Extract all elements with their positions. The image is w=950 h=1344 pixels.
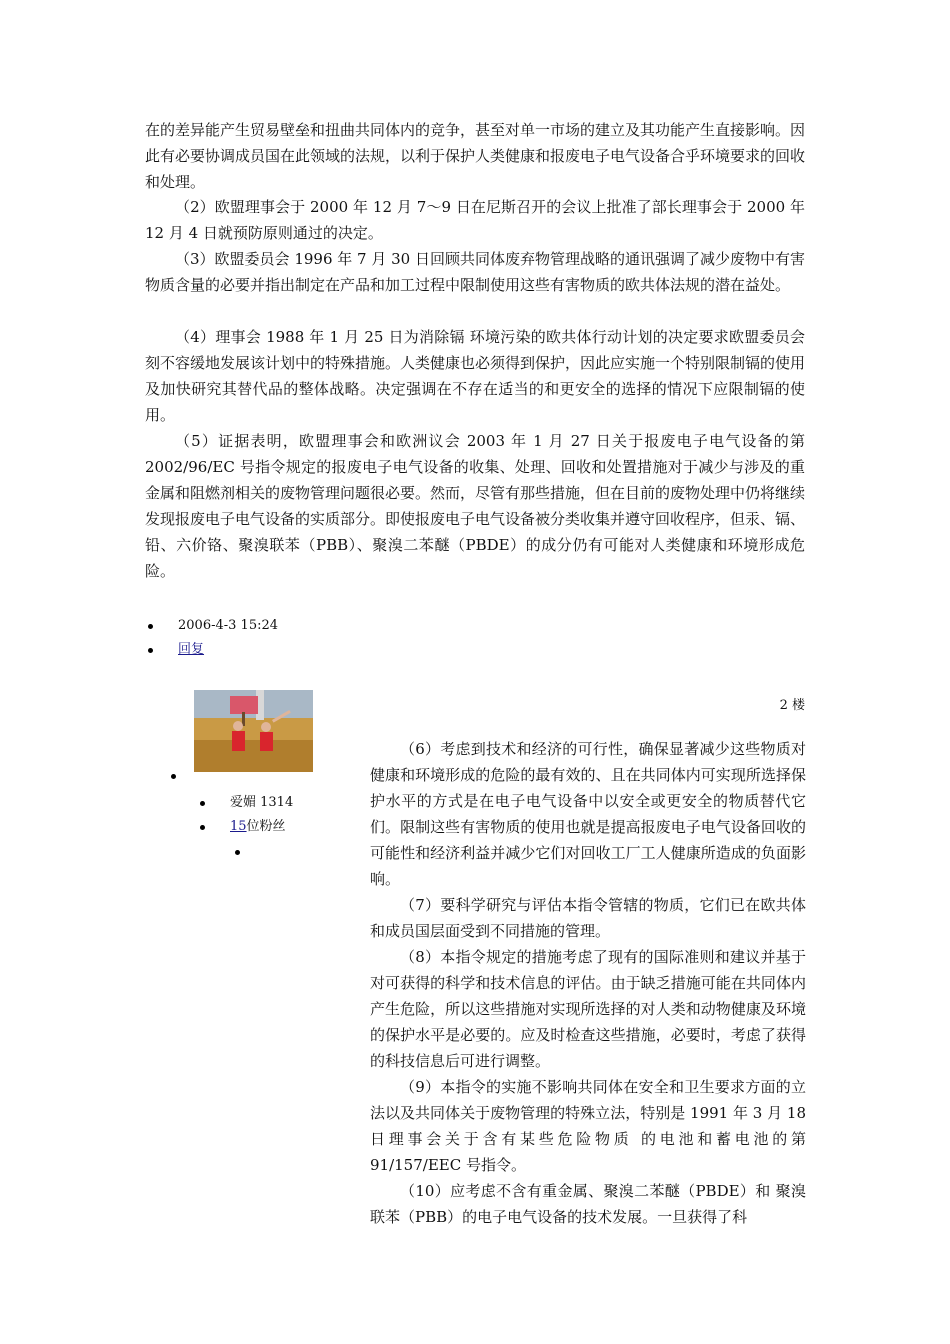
fans-count-link[interactable]: 15	[230, 819, 247, 834]
bullet-icon	[148, 648, 153, 653]
intro-paragraph-5: （5）证据表明，欧盟理事会和欧洲议会 2003 年 1 月 27 日关于报废电子电气设备的第 2002/96/EC 号指令规定的报废电子电气设备的收集、处理、回收和处置措施对于减少与涉及的重金属和阻燃剂相关的废物管理问题很必要。然而，尽管有那些措施，但在目前的废物处理中仍将继续发现报废电子电气设备的实质部分。即使报废电子电气设备被分类收集并遵守回收程序，但汞、镉、铅、六价铬、聚溴联苯（PBB）、聚溴二苯醚（PBDE）的成分仍有可能对人类健康和环境形成危险。	[145, 432, 806, 580]
post-timestamp: 2006-4-3 15:24	[178, 618, 279, 633]
username: 爱媚 1314	[230, 795, 294, 810]
reply-paragraph-7: （7）要科学研究与评估本指令管辖的物质，它们已在欧共体和成员国层面受到不同措施的管理。	[370, 896, 806, 940]
intro-paragraph-continued: 在的差异能产生贸易壁垒和扭曲共同体内的竞争，甚至对单一市场的建立及其功能产生直接影响。因此有必要协调成员国在此领域的法规，以利于保护人类健康和报废电子电气设备合乎环境要求的回收和处理。	[145, 121, 806, 191]
fans-label: 位粉丝	[246, 819, 286, 834]
reply-paragraph-10: （10）应考虑不含有重金属、聚溴二苯醚（PBDE）和 聚溴联苯（PBB）的电子电气设备的技术发展。一旦获得了科	[370, 1182, 806, 1226]
avatar-image	[194, 690, 313, 772]
post-timestamp-item	[148, 614, 278, 638]
bullet-icon	[171, 774, 176, 779]
reply-post-body	[370, 736, 806, 1230]
reply-paragraph-6: （6）考虑到技术和经济的可行性，确保显著减少这些物质对健康和环境形成的危险的最有效的、且在共同体内可实现所选择保护水平的方式是在电子电气设备中以安全或更安全的物质替代它们。限制这些有害物质的使用也就是提高报废电子电气设备回收的可能性和经济利益并减少它们对回收工厂工人健康所造成的负面影响。	[370, 740, 806, 888]
user-info-list	[200, 791, 293, 839]
bullet-icon	[200, 825, 205, 830]
bullet-icon	[200, 801, 205, 806]
reply-paragraph-9: （9）本指令的实施不影响共同体在安全和卫生要求方面的立法以及共同体关于废物管理的特殊立法，特别是 1991 年 3 月 18 日理事会关于含有某些危险物质 的电池和蓄电池的第 91/157/EEC 号指令。	[370, 1078, 806, 1174]
avatar[interactable]	[194, 690, 313, 772]
intro-paragraph-4: （4）理事会 1988 年 1 月 25 日为消除镉 环境污染的欧共体行动计划的决定要求欧盟委员会刻不容缓地发展该计划中的特殊措施。人类健康也必须得到保护，因此应实施一个特别限制镉的使用及加快研究其替代品的整体战略。决定强调在不存在适当的和更安全的选择的情况下应限制镉的使用。	[145, 328, 806, 424]
fans-item[interactable]	[200, 815, 293, 839]
bullet-icon	[148, 624, 153, 629]
floor-number: 2 楼	[779, 698, 805, 713]
username-item	[200, 791, 293, 815]
reply-link[interactable]: 回复	[178, 642, 205, 657]
intro-paragraph-2: （2）欧盟理事会于 2000 年 12 月 7～9 日在尼斯召开的会议上批准了部长理事会于 2000 年 12 月 4 日就预防原则通过的决定。	[145, 198, 805, 242]
reply-item[interactable]	[148, 638, 278, 662]
post-meta-list	[148, 614, 278, 662]
intro-paragraph-3: （3）欧盟委员会 1996 年 7 月 30 日回顾共同体废弃物管理战略的通讯强调了减少废物中有害物质含量的必要并指出制定在产品和加工过程中限制使用这些有害物质的欧共体法规的潜在益处。	[145, 250, 805, 294]
reply-paragraph-8: （8）本指令规定的措施考虑了现有的国际准则和建议并基于对可获得的科学和技术信息的评估。由于缺乏措施可能在共同体内产生危险，所以这些措施对实现所选择的对人类和动物健康及环境的保护水平是必要的。应及时检查这些措施，必要时，考虑了获得的科技信息后可进行调整。	[370, 948, 806, 1070]
bullet-icon	[235, 850, 240, 855]
